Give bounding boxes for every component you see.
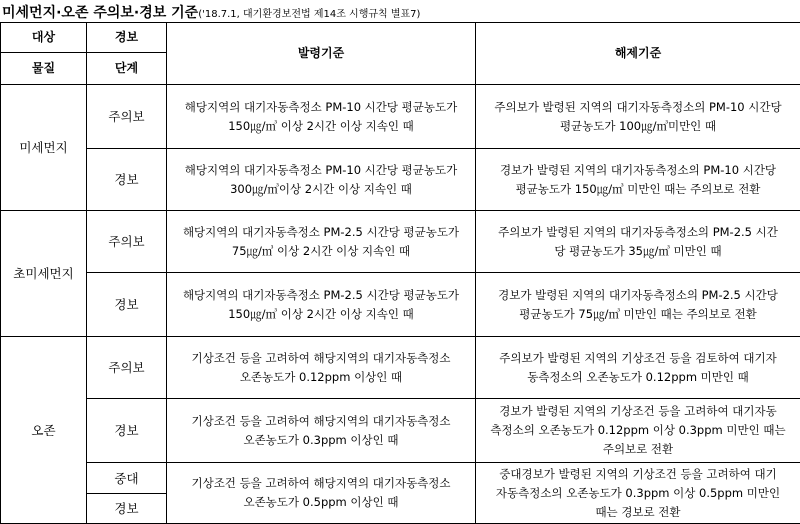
level-cell: 경보 (87, 399, 167, 463)
issue-criteria-cell: 기상조건 등을 고려하여 해당지역의 대기자동측정소 오존농도가 0.3ppm 이상인 때 (167, 399, 476, 463)
issue-criteria-cell: 기상조건 등을 고려하여 해당지역의 대기자동측정소 오존농도가 0.12ppm 이상인 때 (167, 337, 476, 399)
substance-pm25: 초미세먼지 (1, 211, 87, 337)
issue-criteria-cell: 해당지역의 대기자동측정소 PM-10 시간당 평균농도가 150㎍/㎥ 이상 2시간 이상 지속인 때 (167, 85, 476, 149)
issue-criteria-cell: 해당지역의 대기자동측정소 PM-10 시간당 평균농도가 300㎍/㎥이상 2시간 이상 지속인 때 (167, 149, 476, 211)
release-criteria-cell: 경보가 발령된 지역의 기상조건 등을 고려하여 대기자동 측정소의 오존농도가 0.12ppm 이상 0.3ppm 미만인 때는 주의보로 전환 (476, 399, 800, 463)
level-cell-major-bottom: 경보 (87, 494, 167, 524)
header-substance-top: 대상 (1, 23, 87, 53)
level-cell: 주의보 (87, 211, 167, 273)
level-cell: 주의보 (87, 337, 167, 399)
header-release-criteria: 해제기준 (476, 23, 800, 85)
issue-criteria-cell: 해당지역의 대기자동측정소 PM-2.5 시간당 평균농도가 75㎍/㎥ 이상 2시간 이상 지속인 때 (167, 211, 476, 273)
level-cell: 주의보 (87, 85, 167, 149)
release-criteria-cell: 경보가 발령된 지역의 대기자동측정소의 PM-2.5 시간당 평균농도가 75㎍/㎥ 미만인 때는 주의보로 전환 (476, 273, 800, 337)
release-criteria-cell: 중대경보가 발령된 지역의 기상조건 등을 고려하여 대기 자동측정소의 오존농도가 0.3ppm 이상 0.5ppm 미만인 때는 경보로 전환 (476, 463, 800, 524)
level-cell: 경보 (87, 149, 167, 211)
issue-criteria-cell: 기상조건 등을 고려하여 해당지역의 대기자동측정소 오존농도가 0.5ppm 이상인 때 (167, 463, 476, 524)
substance-ozone: 오존 (1, 337, 87, 524)
header-issue-criteria: 발령기준 (167, 23, 476, 85)
header-substance-bottom: 물질 (1, 53, 87, 85)
issue-criteria-cell: 해당지역의 대기자동측정소 PM-2.5 시간당 평균농도가 150㎍/㎥ 이상 2시간 이상 지속인 때 (167, 273, 476, 337)
alert-criteria-table (0, 22, 800, 524)
release-criteria-cell: 주의보가 발령된 지역의 대기자동측정소의 PM-2.5 시간 당 평균농도가 35㎍/㎥ 미만인 때 (476, 211, 800, 273)
release-criteria-cell: 주의보가 발령된 지역의 대기자동측정소의 PM-10 시간당 평균농도가 100㎍/㎥미만인 때 (476, 85, 800, 149)
header-level-top: 경보 (87, 23, 167, 53)
substance-pm10: 미세먼지 (1, 85, 87, 211)
page-title (2, 2, 420, 22)
title-source-note: ('18.7.1, 대기환경보전법 제14조 시행규칙 별표7) (198, 9, 421, 20)
level-cell: 경보 (87, 273, 167, 337)
header-level-bottom: 단계 (87, 53, 167, 85)
level-cell-major-top: 중대 (87, 463, 167, 494)
release-criteria-cell: 주의보가 발령된 지역의 기상조건 등을 검토하여 대기자 동측정소의 오존농도가 0.12ppm 미만인 때 (476, 337, 800, 399)
release-criteria-cell: 경보가 발령된 지역의 대기자동측정소의 PM-10 시간당 평균농도가 150㎍/㎥ 미만인 때는 주의보로 전환 (476, 149, 800, 211)
title-main: 미세먼지·오존 주의보·경보 기준 (2, 5, 199, 21)
